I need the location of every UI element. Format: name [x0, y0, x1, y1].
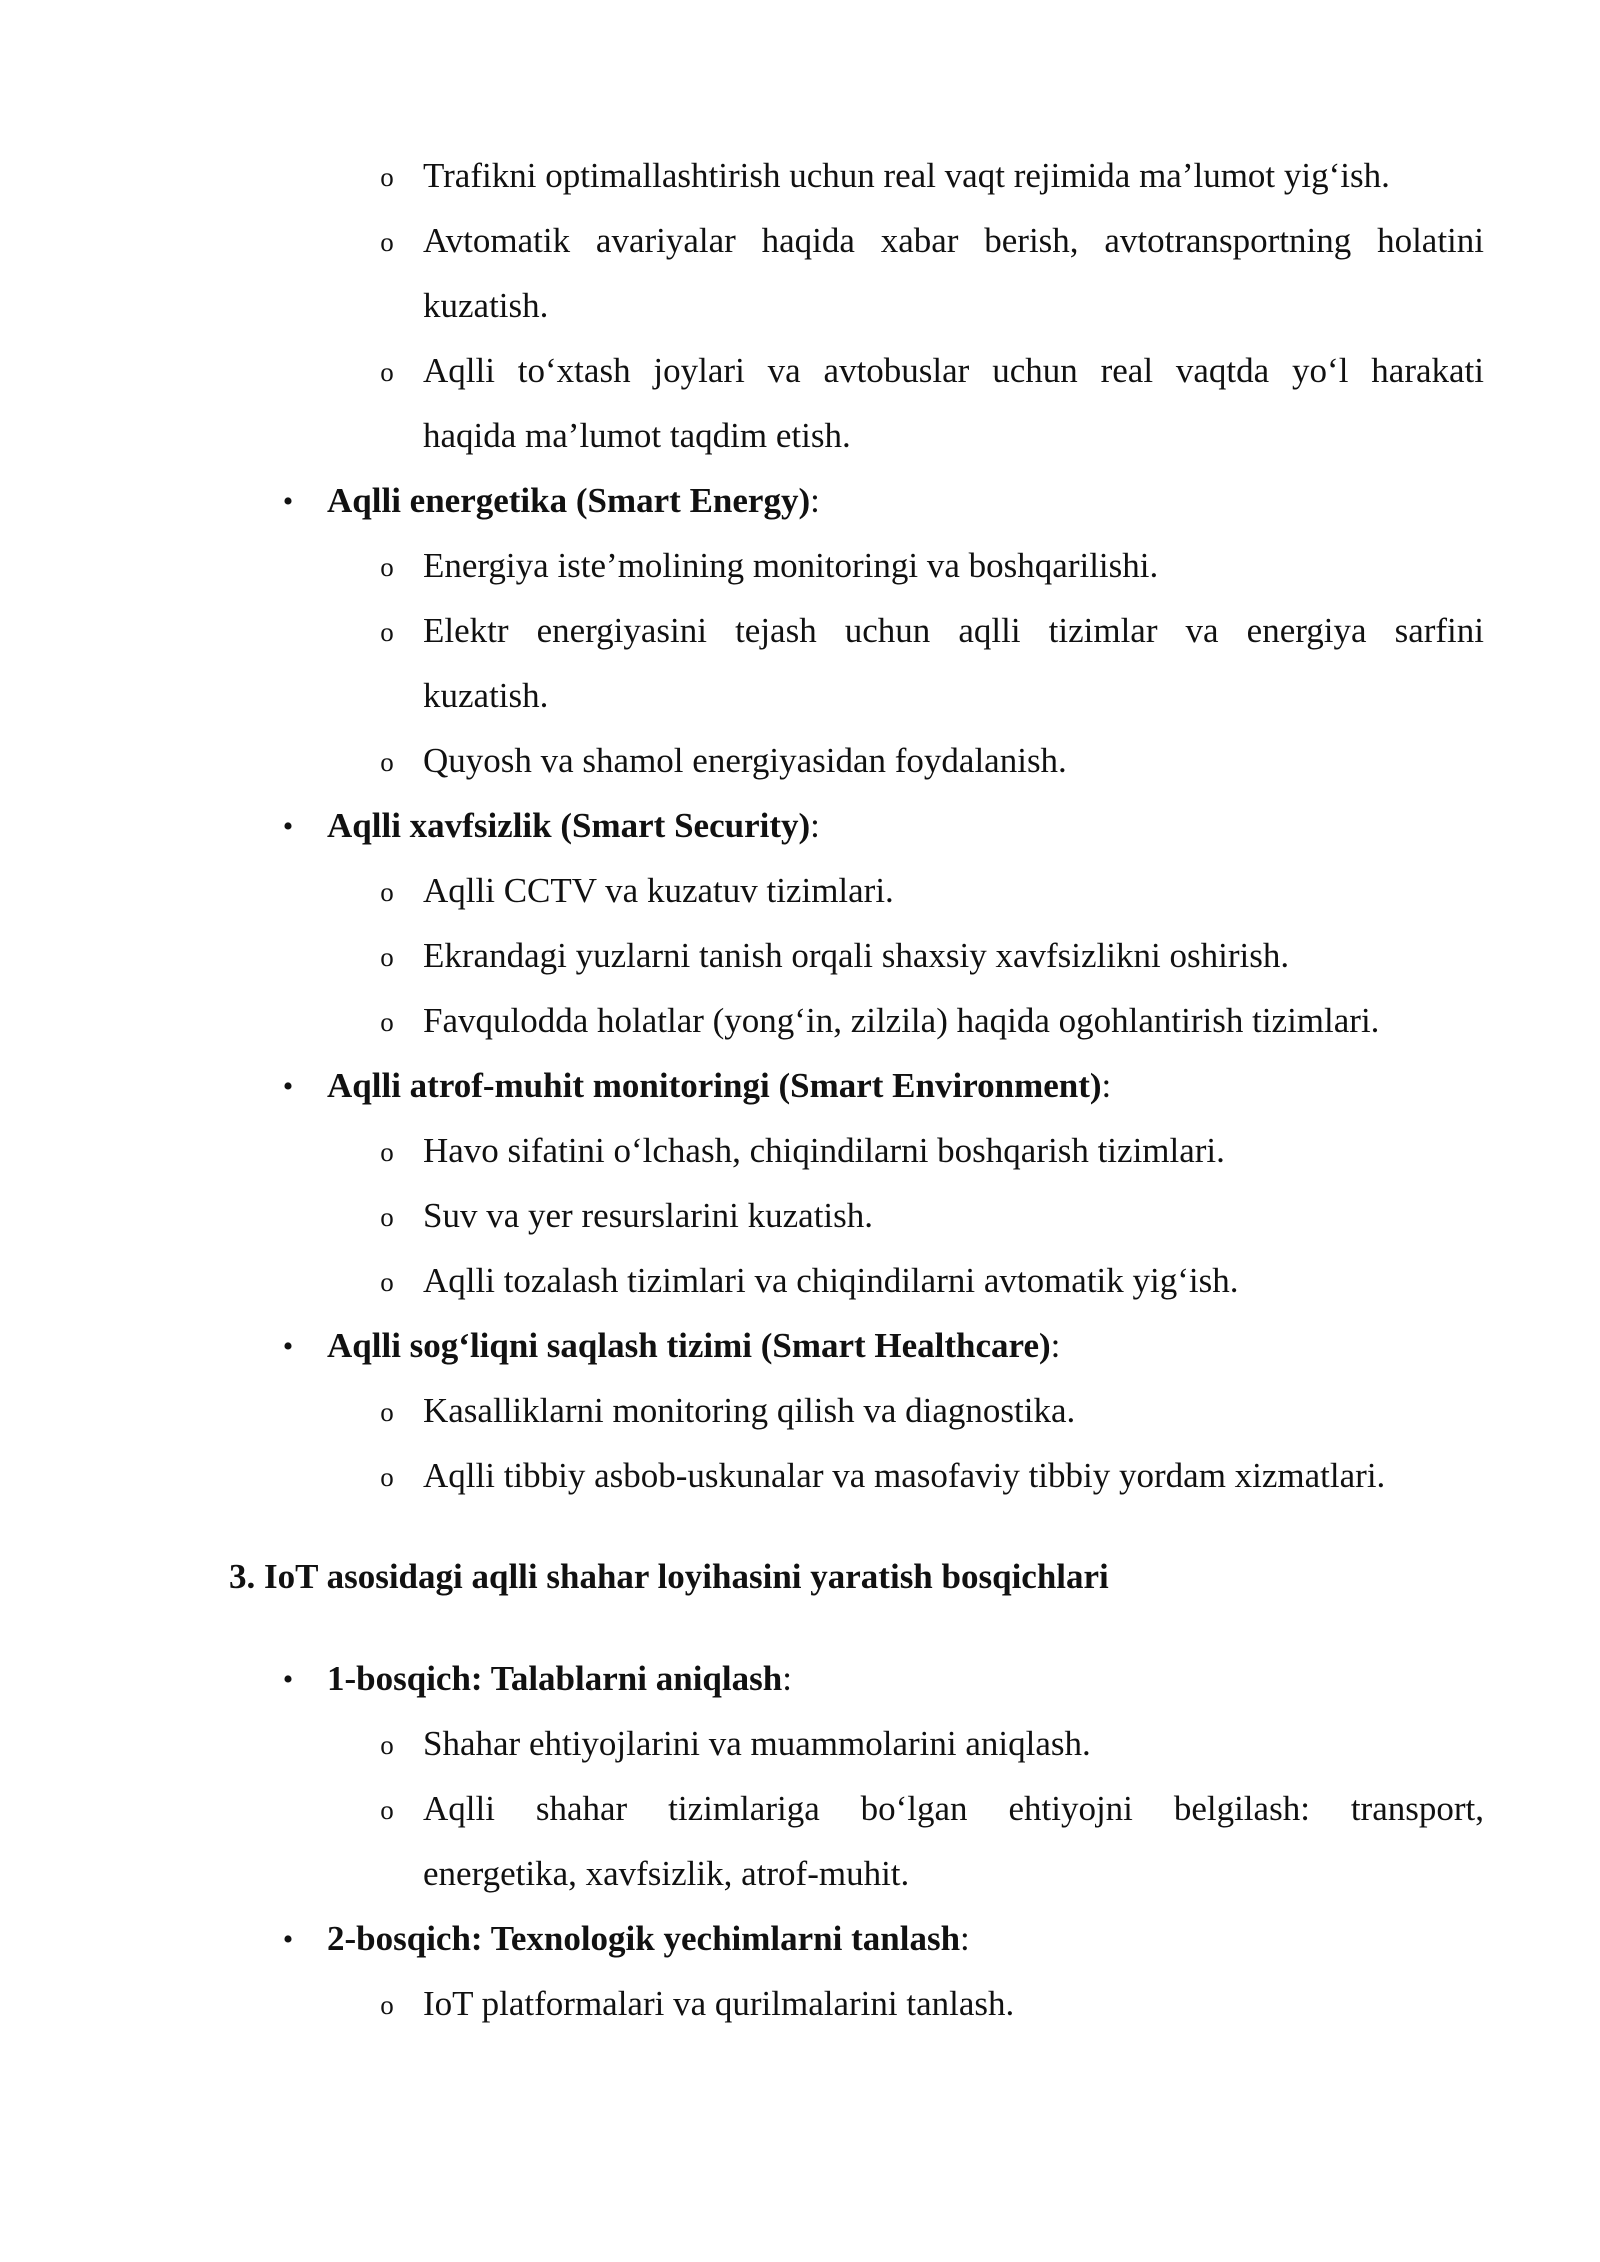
- colon: :: [810, 481, 820, 520]
- item-title: 1-bosqich: Talablarni aniqlash: [327, 1659, 783, 1698]
- colon: :: [782, 1659, 792, 1698]
- step-item-2: [327, 1919, 1484, 1959]
- list-item: Aqlli tozalash tizimlari va chiqindilarni avtomatik yig‘ish.: [423, 1261, 1239, 1300]
- sub-bullet-marker: o: [380, 1990, 394, 2020]
- bullet-marker: •: [282, 485, 294, 518]
- list-item: Kasalliklarni monitoring qilish va diagnostika.: [423, 1391, 1076, 1430]
- list-item: Energiya iste’molining monitoringi va boshqarilishi.: [423, 546, 1159, 585]
- sub-bullet-marker: o: [380, 747, 394, 777]
- list-item: Elektr energiyasini tejash uchun aqlli tizimlar va energiya sarfini: [423, 611, 1484, 650]
- list-item: Havo sifatini o‘lchash, chiqindilarni boshqarish tizimlari.: [423, 1131, 1225, 1170]
- item-title: Aqlli sog‘liqni saqlash tizimi (Smart Healthcare): [327, 1326, 1051, 1365]
- section-item-healthcare: [327, 1326, 1484, 1366]
- bullet-marker: •: [282, 1070, 294, 1103]
- list-item: Aqlli to‘xtash joylari va avtobuslar uchun real vaqtda yo‘l harakati: [423, 351, 1484, 390]
- list-item: Favqulodda holatlar (yong‘in, zilzila) haqida ogohlantirish tizimlari.: [423, 1001, 1380, 1040]
- list-item: IoT platformalari va qurilmalarini tanlash.: [423, 1984, 1015, 2023]
- colon: :: [1101, 1066, 1112, 1105]
- item-title: Aqlli xavfsizlik (Smart Security): [327, 806, 811, 845]
- item-title: Aqlli energetika (Smart Energy): [327, 481, 811, 520]
- sub-bullet-marker: o: [380, 552, 394, 582]
- list-item: Trafikni optimallashtirish uchun real vaqt rejimida ma’lumot yig‘ish.: [423, 156, 1390, 195]
- list-item: Aqlli CCTV va kuzatuv tizimlari.: [423, 871, 894, 910]
- list-item: Avtomatik avariyalar haqida xabar berish, avtotransportning holatini: [423, 221, 1484, 260]
- section-heading: [229, 1557, 1109, 1597]
- sub-bullet-marker: o: [380, 1202, 394, 1232]
- section-item-energy: [327, 481, 1484, 521]
- sub-bullet-marker: o: [380, 1795, 394, 1825]
- list-item-continuation: energetika, xavfsizlik, atrof-muhit.: [423, 1854, 910, 1893]
- sub-bullet-marker: o: [380, 1137, 394, 1167]
- section-heading-text: 3. IoT asosidagi aqlli shahar loyihasini yaratish bosqichlari: [229, 1557, 1109, 1596]
- sub-bullet-marker: o: [380, 1267, 394, 1297]
- sub-bullet-marker: o: [380, 1730, 394, 1760]
- list-item: Ekrandagi yuzlarni tanish orqali shaxsiy xavfsizlikni oshirish.: [423, 936, 1290, 975]
- sub-bullet-marker: o: [380, 617, 394, 647]
- colon: :: [810, 806, 820, 845]
- sub-bullet-marker: o: [380, 1397, 394, 1427]
- item-title: 2-bosqich: Texnologik yechimlarni tanlash: [327, 1919, 961, 1958]
- list-item: Shahar ehtiyojlarini va muammolarini aniqlash.: [423, 1724, 1091, 1763]
- list-item: Aqlli shahar tizimlariga bo‘lgan ehtiyojni belgilash: transport,: [423, 1789, 1484, 1828]
- list-item: Quyosh va shamol energiyasidan foydalanish.: [423, 741, 1067, 780]
- sub-bullet-marker: o: [380, 1462, 394, 1492]
- list-item: Suv va yer resurslarini kuzatish.: [423, 1196, 874, 1235]
- bullet-marker: •: [282, 810, 294, 843]
- item-title: Aqlli atrof-muhit monitoringi (Smart Environment): [327, 1066, 1102, 1105]
- section-item-security: [327, 806, 1484, 846]
- bullet-marker: •: [282, 1923, 294, 1956]
- sub-bullet-marker: o: [380, 227, 394, 257]
- sub-bullet-marker: o: [380, 877, 394, 907]
- bullet-marker: •: [282, 1330, 294, 1363]
- list-item-continuation: kuzatish.: [423, 286, 549, 325]
- colon: :: [1050, 1326, 1061, 1365]
- step-item-1: [327, 1659, 1484, 1699]
- sub-bullet-marker: o: [380, 162, 394, 192]
- sub-bullet-marker: o: [380, 357, 394, 387]
- list-item: Aqlli tibbiy asbob-uskunalar va masofaviy tibbiy yordam xizmatlari.: [423, 1456, 1386, 1495]
- bullet-marker: •: [282, 1663, 294, 1696]
- sub-bullet-marker: o: [380, 942, 394, 972]
- sub-bullet-marker: o: [380, 1007, 394, 1037]
- colon: :: [960, 1919, 970, 1958]
- section-item-environment: [327, 1066, 1484, 1106]
- list-item-continuation: kuzatish.: [423, 676, 549, 715]
- list-item-continuation: haqida ma’lumot taqdim etish.: [423, 416, 851, 455]
